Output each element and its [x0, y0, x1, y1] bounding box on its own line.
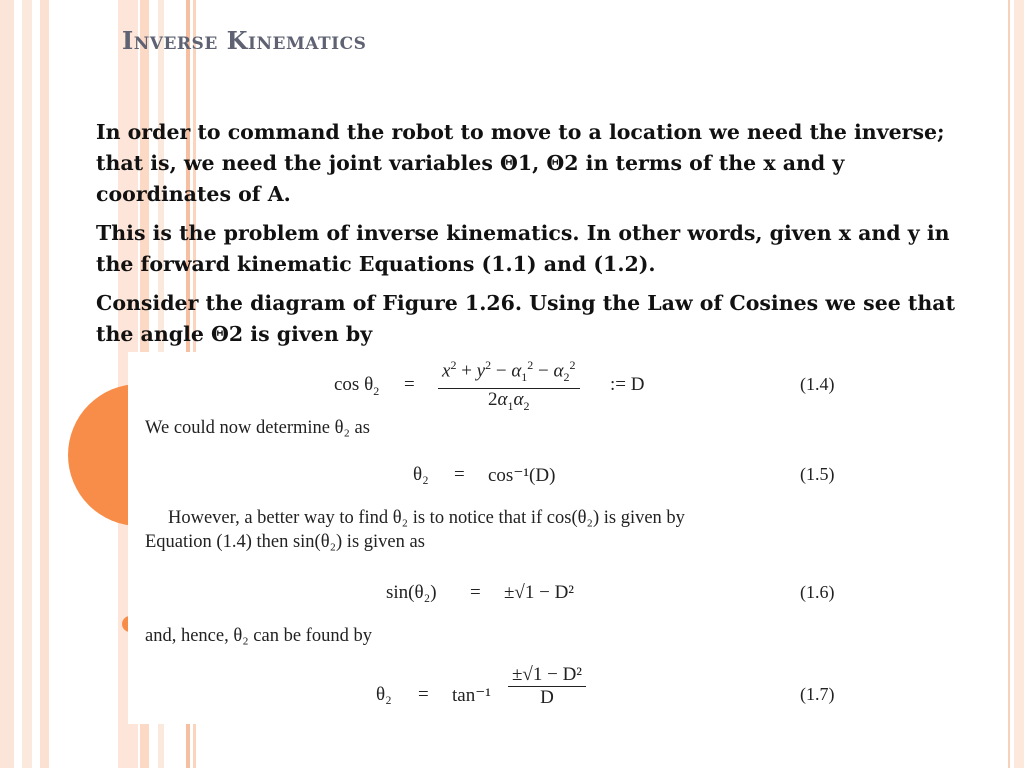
- decor-stripe: [22, 0, 32, 768]
- eq15-number: (1.5): [800, 464, 835, 484]
- eq16-equals: =: [470, 582, 481, 603]
- equation-image: [128, 352, 870, 724]
- eq17-number: (1.7): [800, 684, 835, 704]
- paragraph-1: In order to command the robot to move to a location we need the inverse; that is, we need the joint variables Θ1, Θ2 in terms of the x and y coordinates of A.: [96, 120, 945, 206]
- eq17-denominator: D: [540, 687, 554, 708]
- eq14-rhs-suffix: := D: [610, 374, 645, 395]
- eq17-lhs: θ₂: [376, 684, 392, 705]
- eq15-lhs: θ₂: [413, 464, 429, 485]
- eq17-equals: =: [418, 684, 429, 705]
- eq16-rhs: ±√1 − D²: [504, 582, 574, 603]
- eq17-tan-inv: tan⁻¹: [452, 685, 491, 706]
- math-text-3: and, hence, θ₂ can be found by: [145, 626, 372, 646]
- math-text-2a: However, a better way to find θ₂ is to notice that if cos(θ₂) is given by: [168, 508, 685, 528]
- decor-stripe: [0, 0, 14, 768]
- paragraph-2: This is the problem of inverse kinematics. In other words, given x and y in the forward kinematic Equations (1.1) and (1.2).: [96, 221, 950, 276]
- decor-right-border: [1014, 0, 1024, 768]
- eq14-fraction: $\frac{x^2 + y^2 - \alpha_1^2 - \alpha_2^2}{2\alpha_1\alpha_2}$: [438, 354, 580, 417]
- eq15-equals: =: [454, 464, 465, 485]
- eq17-numerator: ±√1 − D²: [508, 664, 586, 687]
- eq15-rhs: cos⁻¹(D): [488, 465, 556, 486]
- decor-stripe: [40, 0, 49, 768]
- eq14-lhs: $\cos \theta_2$: [334, 374, 380, 398]
- eq14-number: (1.4): [800, 374, 835, 394]
- eq14-equals: =: [404, 374, 415, 395]
- math-text-2b: Equation (1.4) then sin(θ₂) is given as: [145, 532, 425, 552]
- slide-title: Inverse Kinematics: [122, 26, 367, 55]
- math-text-1: We could now determine θ₂ as: [145, 418, 370, 438]
- decor-right-border: [1008, 0, 1010, 768]
- eq17-fraction: [508, 664, 586, 709]
- eq16-number: (1.6): [800, 582, 835, 602]
- paragraph-3: Consider the diagram of Figure 1.26. Using the Law of Cosines we see that the angle Θ2 is given by: [96, 291, 956, 346]
- eq16-lhs: sin(θ₂): [386, 582, 437, 603]
